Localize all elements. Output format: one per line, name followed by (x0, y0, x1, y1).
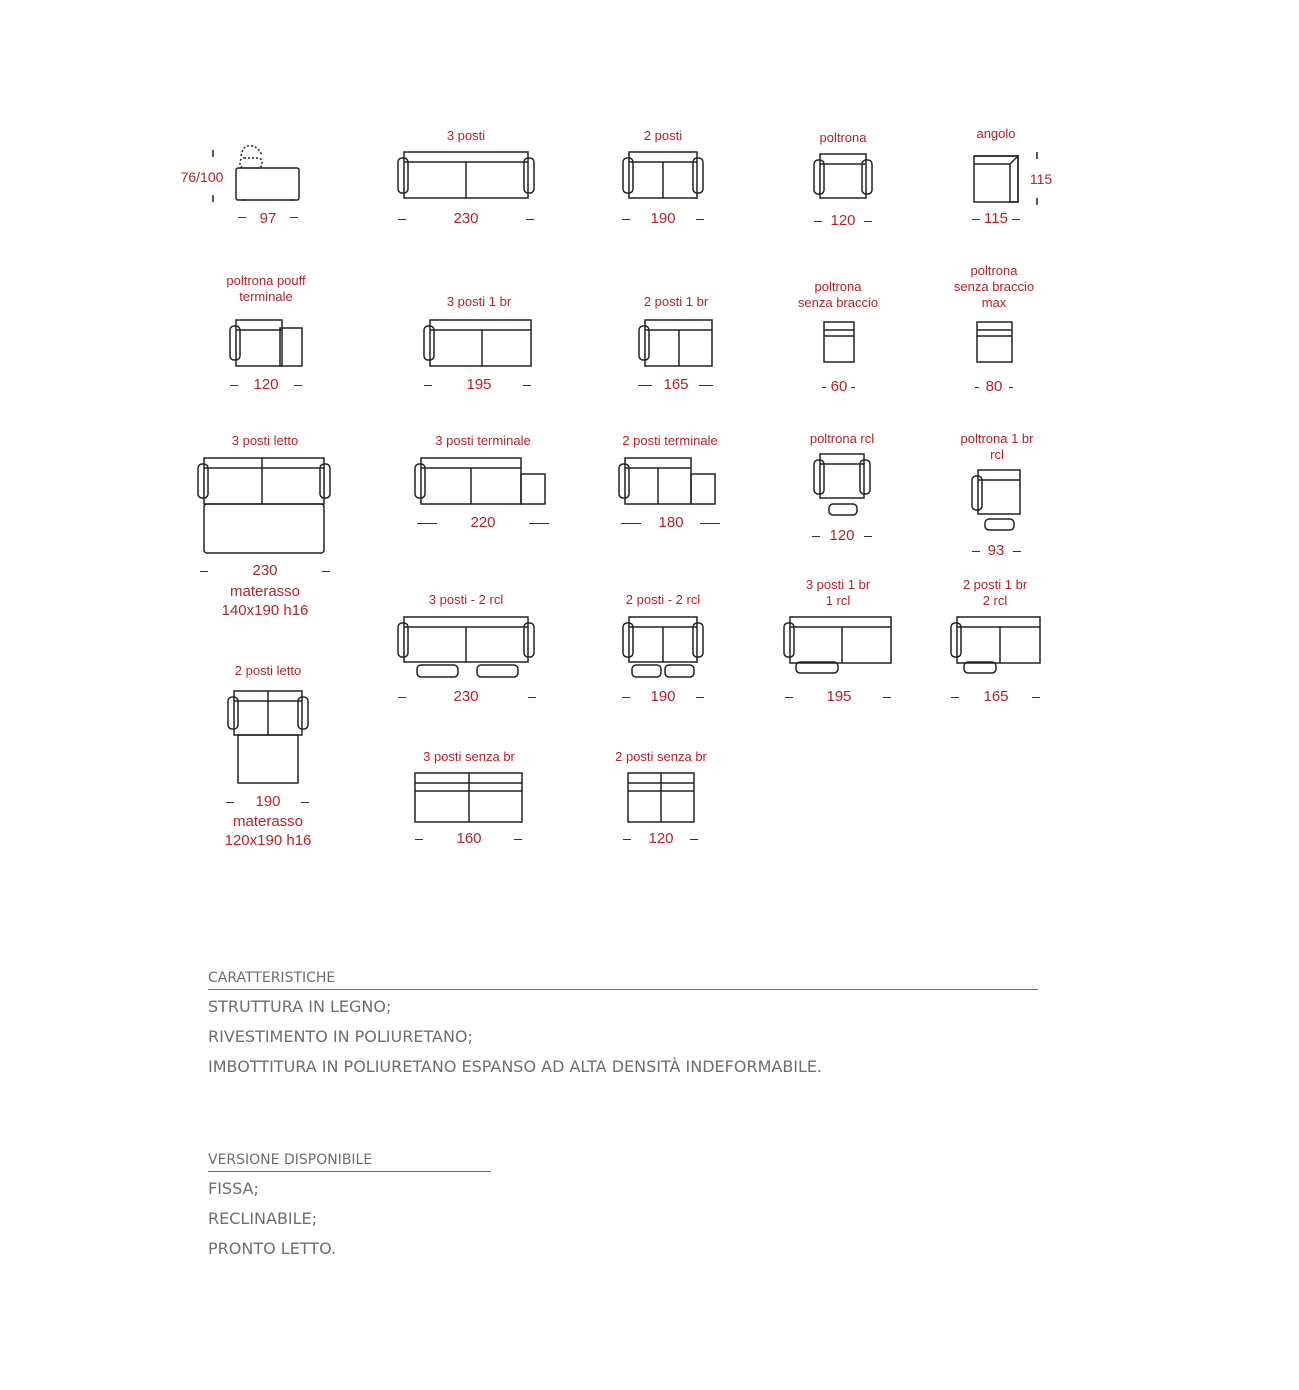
label-2-posti-senza-br: 2 posti senza br (615, 749, 707, 764)
poltrona-senza-braccio-max-drawing (977, 322, 1012, 362)
poltrona-1-br-rcl-drawing (972, 470, 1020, 530)
2-posti-1-br-drawing (639, 320, 712, 366)
3-posti-1-br-drawing (424, 320, 531, 366)
dim-2-posti-1-br: 165 (663, 376, 689, 393)
3-posti-2-rcl-drawing (398, 617, 534, 677)
label-poltrona: poltrona (819, 130, 867, 145)
label-2-posti-2-rcl: 2 posti - 2 rcl (625, 592, 701, 607)
dim-angolo: 115 (984, 210, 1008, 227)
caratteristiche-item: RIVESTIMENTO IN POLIURETANO; (208, 1027, 473, 1046)
dim-2-posti-senza-br: 120 (648, 830, 674, 847)
label-2-posti-1-br-2-rcl: 2 posti 1 br 2 rcl (962, 577, 1028, 608)
side-profile-drawing (213, 146, 299, 202)
3-posti-drawing (398, 152, 534, 198)
dim-2-posti-2-rcl: 190 (650, 688, 676, 705)
dim-2-posti-letto: 190 (255, 793, 281, 810)
label-3-posti-letto: 3 posti letto (231, 433, 299, 448)
3-posti-letto-drawing (198, 458, 330, 553)
dim-poltrona-pouff: 120 (253, 376, 279, 393)
caratteristiche-title: CARATTERISTICHE (208, 970, 336, 986)
label-3-posti-terminale: 3 posti terminale (435, 433, 531, 448)
dim-2-posti: 190 (650, 210, 676, 227)
dim-poltrona-rcl: 120 (829, 527, 855, 544)
label-2-posti-letto: 2 posti letto (234, 663, 302, 678)
label-3-posti-senza-br: 3 posti senza br (423, 749, 515, 764)
poltrona-drawing (814, 154, 872, 198)
caratteristiche-item: IMBOTTITURA IN POLIURETANO ESPANSO AD ALTA DENSITÀ INDEFORMABILE. (208, 1057, 823, 1076)
spec-sections (208, 970, 1038, 1264)
dim-poltrona-senza-braccio-max: 80 (985, 378, 1003, 395)
label-angolo: angolo (976, 126, 1016, 141)
caratteristiche-section (208, 970, 1038, 1082)
label-poltrona-rcl: poltrona rcl (809, 431, 875, 446)
label-poltrona-pouff: poltrona pouff terminale (226, 273, 306, 304)
versione-title: VERSIONE DISPONIBILE (208, 1152, 373, 1168)
dim-3-posti-1-br-1-rcl: 195 (826, 688, 852, 705)
dim-side: 97 (259, 210, 277, 227)
label-poltrona-1-br-rcl: poltrona 1 br rcl (960, 431, 1034, 462)
2-posti-senza-br-drawing (628, 773, 694, 822)
2-posti-terminale-drawing (619, 458, 715, 504)
dim-poltrona-1-br-rcl: 93 (987, 542, 1005, 559)
2-posti-drawing (623, 152, 703, 198)
dim-poltrona: 120 (830, 212, 856, 229)
label-3-posti-2-rcl: 3 posti - 2 rcl (428, 592, 504, 607)
poltrona-rcl-drawing (814, 454, 870, 515)
dim-3-posti-senza-br: 160 (456, 830, 482, 847)
3-posti-1-br-1-rcl-drawing (784, 617, 891, 673)
3-posti-terminale-drawing (415, 458, 545, 504)
label-poltrona-senza-braccio: poltrona senza braccio (797, 279, 879, 310)
versione-section (208, 1152, 491, 1264)
label-poltrona-senza-braccio-max: poltrona senza braccio max (953, 263, 1035, 310)
versione-item: PRONTO LETTO. (208, 1239, 337, 1258)
poltrona-pouff-drawing (230, 320, 302, 366)
versione-item: FISSA; (208, 1179, 259, 1198)
dim-2-posti-terminale: 180 (658, 514, 684, 531)
caratteristiche-rule (208, 989, 1038, 990)
3-posti-senza-br-drawing (415, 773, 522, 822)
versione-rule (208, 1171, 491, 1172)
dim-3-posti-1-br: 195 (466, 376, 492, 393)
dim-2-posti-1-br-2-rcl: 165 (983, 688, 1009, 705)
2-posti-letto-drawing (228, 691, 308, 783)
dim-3-posti-letto: 230 (252, 562, 278, 579)
dim-3-posti-terminale: 220 (470, 514, 496, 531)
caratteristiche-item: STRUTTURA IN LEGNO; (208, 997, 392, 1016)
mattress-3-posti-letto: materasso 140x190 h16 (221, 583, 309, 619)
dim-3-posti-2-rcl: 230 (453, 688, 479, 705)
versione-item: RECLINABILE; (208, 1209, 318, 1228)
label-3-posti: 3 posti (446, 128, 486, 143)
2-posti-2-rcl-drawing (623, 617, 703, 677)
2-posti-1-br-2-rcl-drawing (951, 617, 1040, 673)
label-3-posti-1-br: 3 posti 1 br (446, 294, 512, 309)
dim-height-angolo: 115 (1029, 171, 1053, 187)
label-2-posti-1-br: 2 posti 1 br (643, 294, 709, 309)
angolo-drawing (974, 152, 1037, 205)
mattress-2-posti-letto: materasso 120x190 h16 (224, 813, 312, 849)
label-2-posti-terminale: 2 posti terminale (622, 433, 718, 448)
dim-3-posti: 230 (453, 210, 479, 227)
poltrona-senza-braccio-drawing (824, 322, 854, 362)
label-2-posti: 2 posti (643, 128, 683, 143)
dim-height-side: 76/100 (180, 169, 224, 185)
dim-poltrona-senza-braccio: 60 (830, 378, 848, 395)
label-3-posti-1-br-1-rcl: 3 posti 1 br 1 rcl (805, 577, 871, 608)
